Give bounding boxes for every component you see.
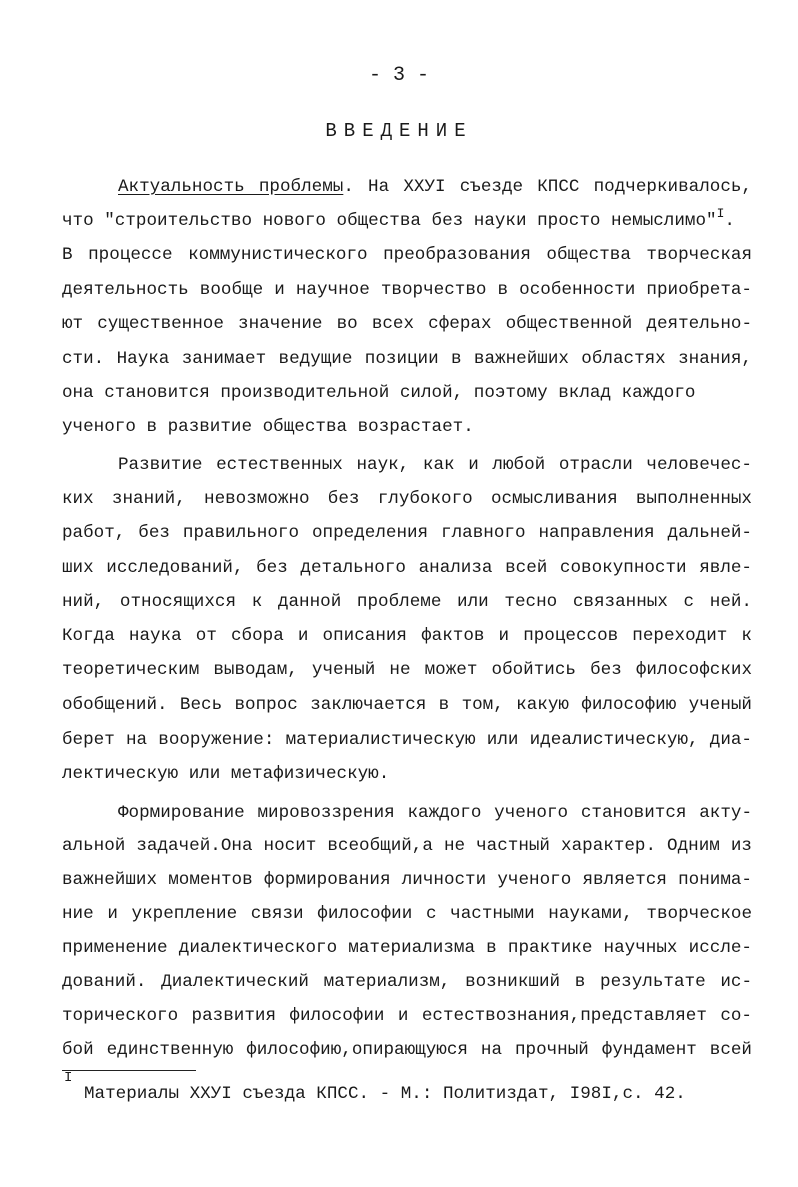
text-line: работ, без правильного определения главного направления дальней- (62, 523, 752, 543)
text-line: Формирование мировоззрения каждого ученого становится акту- (118, 803, 752, 823)
text-line: бой единственную философию,опирающуюся на прочный фундамент всей (62, 1040, 752, 1060)
footnote-ref: I (716, 206, 725, 221)
text-line: Развитие естественных наук, как и любой отрасли человечес- (118, 455, 752, 475)
text-line: В процессе коммунистического преобразования общества творческая (62, 245, 752, 265)
paragraph1-line1: Актуальность проблемы. На ХХУI съезде КПСС подчеркивалось, (118, 177, 752, 197)
text-line: ний, относящихся к данной проблеме или тесно связанных с ней. (62, 592, 752, 612)
text-line: ние и укрепление связи философии с частными науками, творческое (62, 904, 752, 924)
text-line: Когда наука от сбора и описания фактов и процессов переходит к (62, 626, 752, 646)
text-line: альной задачей.Она носит всеобщий,а не частный характер. Одним из (62, 836, 752, 856)
text-line: берет на вооружение: материалистическую или идеалистическую, диа- (62, 730, 752, 750)
section-title: ВВЕДЕНИЕ (325, 120, 473, 142)
text-line: деятельность вообще и научное творчество в особенности приобрета- (62, 280, 752, 300)
text-line: важнейших моментов формирования личности ученого является понима- (62, 870, 752, 890)
text-line: ких знаний, невозможно без глубокого осмысливания выполненных (62, 489, 752, 509)
text-line: ют существенное значение во всех сферах общественной деятельно- (62, 314, 752, 334)
text-line: ученого в развитие общества возрастает. (62, 417, 474, 437)
footnote-divider (62, 1070, 196, 1071)
paragraph1-line2: что "строительство нового общества без науки просто немыслимо"$^I$. (62, 206, 735, 231)
text-line: лектическую или метафизическую. (62, 764, 390, 784)
text-line: применение диалектического материализма в практике научных иссле- (62, 938, 752, 958)
text-line: торического развития философии и естествознания,представляет со- (62, 1006, 752, 1026)
footnote-text: Материалы ХХУI съезда КПСС. - М.: Политиздат, I98I,с. 42. (84, 1084, 686, 1104)
text-line: обобщений. Весь вопрос заключается в том, какую философию ученый (62, 695, 752, 715)
text-line: сти. Наука занимает ведущие позиции в важнейших областях знания, (62, 349, 752, 369)
text-line: дований. Диалектический материализм, возникший в результате ис- (62, 972, 752, 992)
text-line: ших исследований, без детального анализа всей совокупности явле- (62, 558, 752, 578)
page-number: - 3 - (368, 64, 429, 87)
text-line: теоретическим выводам, ученый не может обойтись без философских (62, 660, 752, 680)
footnote-mark: I (64, 1070, 73, 1086)
relevance-heading: Актуальность проблемы (118, 177, 344, 197)
text-line: она становится производительной силой, поэтому вклад каждого (62, 383, 696, 403)
